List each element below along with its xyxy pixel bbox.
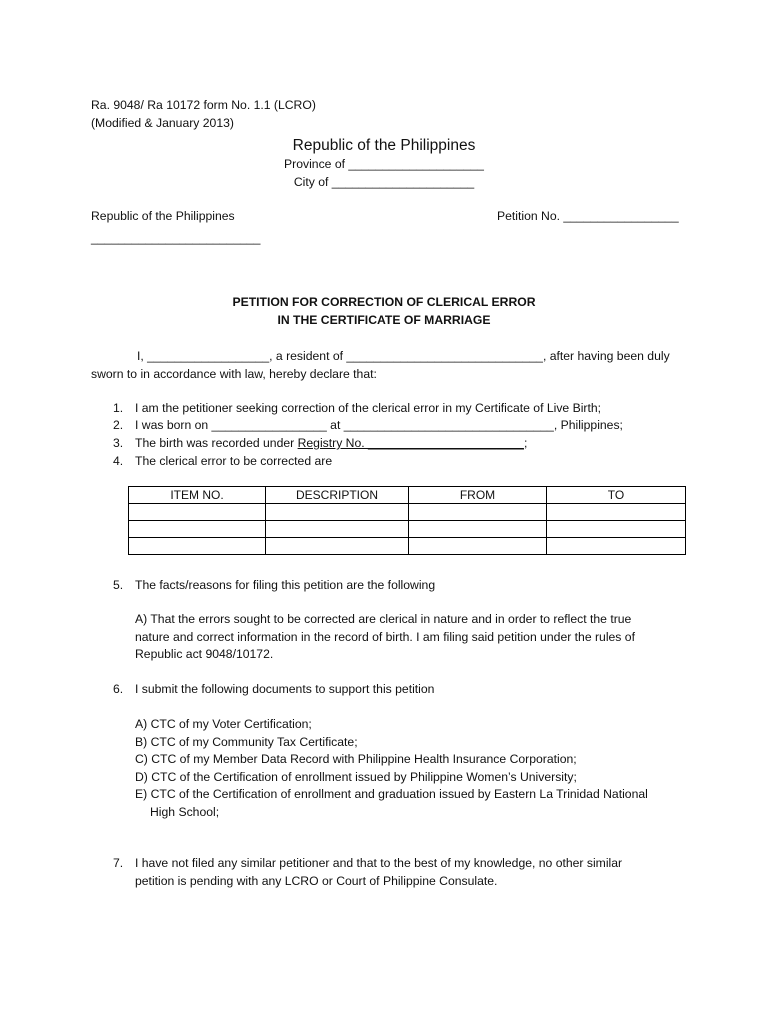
list-item: [113, 681, 434, 698]
list-item: [113, 400, 601, 417]
modified-date: (Modified & January 2013): [91, 116, 234, 130]
registry-number-field: Registry No. _______________________: [297, 436, 524, 450]
item-number: 1.: [113, 401, 124, 415]
item-text: The facts/reasons for filing this petition are the following: [135, 578, 436, 592]
item-number: 2.: [113, 418, 124, 432]
table-header-row: [129, 487, 686, 504]
header-description: DESCRIPTION: [266, 487, 409, 504]
republic-heading: Republic of the Philippines: [292, 137, 476, 154]
header-from: FROM: [409, 487, 547, 504]
header-to: TO: [547, 487, 686, 504]
intro-line1: I, __________________, a resident of _____________________________, after having been duly: [137, 349, 670, 363]
item-text: I was born on _________________ at _______________________________, Philippines;: [135, 418, 623, 432]
item-text-continuation: petition is pending with any LCRO or Court of Philippine Consulate.: [135, 874, 498, 888]
clerical-error-table: [128, 486, 686, 555]
table-cell[interactable]: [547, 504, 686, 521]
form-reference: Ra. 9048/ Ra 10172 form No. 1.1 (LCRO): [91, 98, 316, 112]
table-cell[interactable]: [409, 504, 547, 521]
item-number: 5.: [113, 578, 124, 592]
item-text: The clerical error to be corrected are: [135, 454, 333, 468]
petition-number-field: Petition No. _________________: [497, 209, 679, 223]
item-number: 6.: [113, 682, 124, 696]
table-row: [129, 538, 686, 555]
table-row: [129, 504, 686, 521]
table-cell[interactable]: [129, 521, 266, 538]
table-cell[interactable]: [266, 538, 409, 555]
table-cell[interactable]: [129, 538, 266, 555]
republic-left-label: Republic of the Philippines: [91, 209, 235, 223]
document-entry: E) CTC of the Certification of enrollment and graduation issued by Eastern La Trinidad National: [135, 787, 648, 801]
document-entry-continuation: High School;: [150, 805, 220, 819]
list-item: [113, 577, 435, 594]
intro-line2: sworn to in accordance with law, hereby declare that:: [91, 367, 377, 381]
petition-title-line1: PETITION FOR CORRECTION OF CLERICAL ERROR: [232, 295, 536, 309]
list-item: [113, 453, 332, 470]
document-entry: B) CTC of my Community Tax Certificate;: [135, 735, 358, 749]
reason-paragraph-line2: nature and correct information in the record of birth. I am filing said petition under the rules of: [135, 630, 635, 644]
province-line: Province of ____________________: [284, 157, 484, 171]
blank-signature-line: _________________________: [91, 231, 261, 245]
table-cell[interactable]: [266, 504, 409, 521]
item-text: I am the petitioner seeking correction of the clerical error in my Certificate of Live Birth;: [135, 401, 602, 415]
document-entry: D) CTC of the Certification of enrollment issued by Philippine Women’s University;: [135, 770, 577, 784]
petition-title-line2: IN THE CERTIFICATE OF MARRIAGE: [277, 313, 491, 327]
item-text: I have not filed any similar petitioner and that to the best of my knowledge, no other similar: [135, 856, 623, 870]
item-number: 7.: [113, 856, 124, 870]
item-number: 4.: [113, 454, 124, 468]
item-number: 3.: [113, 436, 124, 450]
table-cell[interactable]: [547, 538, 686, 555]
list-item: [113, 855, 622, 872]
reason-paragraph-line3: Republic act 9048/10172.: [135, 647, 274, 661]
table-cell[interactable]: [129, 504, 266, 521]
list-item: [113, 417, 623, 434]
table-row: [129, 521, 686, 538]
reason-paragraph-line1: A) That the errors sought to be corrected are clerical in nature and in order to reflect the true: [135, 612, 632, 626]
city-line: City of _____________________: [293, 175, 475, 189]
item-text: I submit the following documents to support this petition: [135, 682, 435, 696]
document-entry: C) CTC of my Member Data Record with Philippine Health Insurance Corporation;: [135, 752, 577, 766]
table-cell[interactable]: [266, 521, 409, 538]
table-cell[interactable]: [409, 538, 547, 555]
header-item-no: ITEM NO.: [129, 487, 266, 504]
table-cell[interactable]: [547, 521, 686, 538]
document-entry: A) CTC of my Voter Certification;: [135, 717, 312, 731]
item-text-suffix: ;: [523, 436, 528, 450]
table-cell[interactable]: [409, 521, 547, 538]
item-text-prefix: The birth was recorded under: [135, 436, 298, 450]
list-item: [113, 435, 527, 452]
